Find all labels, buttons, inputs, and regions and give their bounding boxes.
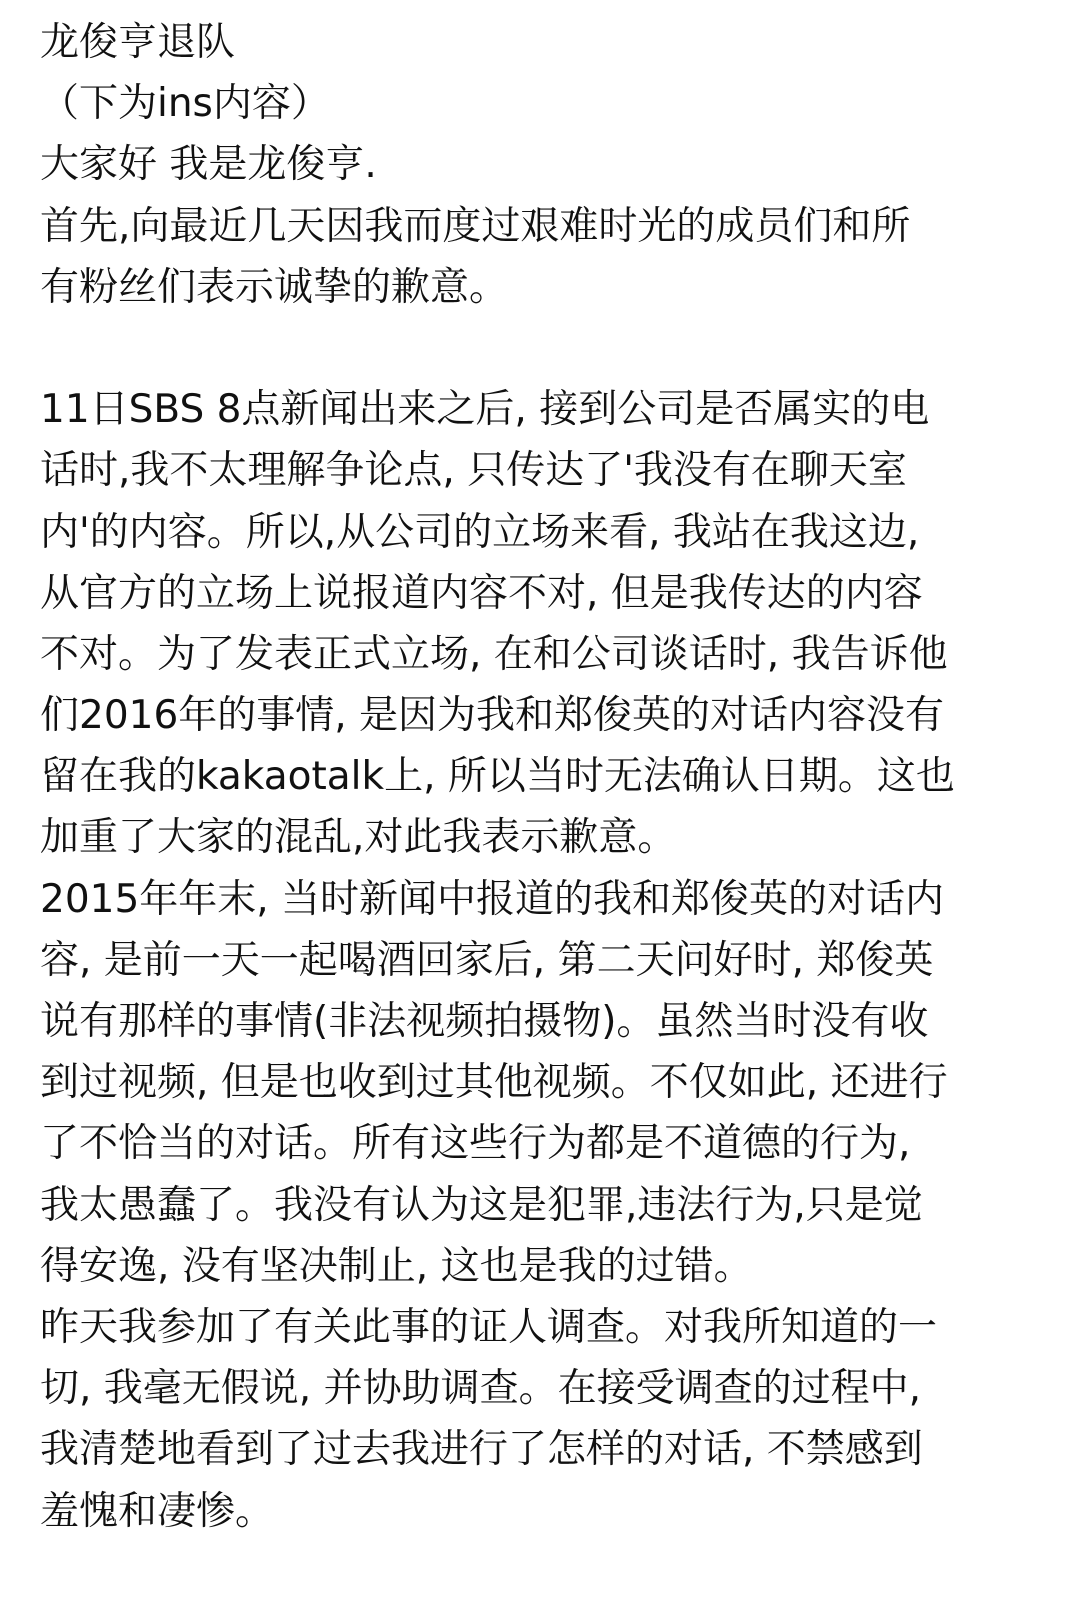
text-line: 到过视频, 但是也收到过其他视频。不仅如此, 还进行 xyxy=(40,1060,948,1106)
text-line: 们2016年的事情, 是因为我和郑俊英的对话内容没有 xyxy=(40,693,945,739)
text-line: 从官方的立场上说报道内容不对, 但是我传达的内容 xyxy=(40,570,923,616)
text-line: 了不恰当的对话。所有这些行为都是不道德的行为, xyxy=(40,1121,911,1167)
text-line: 羞愧和凄惨。 xyxy=(40,1488,275,1534)
text-line: 我清楚地看到了过去我进行了怎样的对话, 不禁感到 xyxy=(40,1427,923,1473)
text-line: 内'的内容。所以,从公司的立场来看, 我站在我这边, xyxy=(40,509,920,555)
text-line: 有粉丝们表示诚挚的歉意。 xyxy=(40,264,509,310)
text-line: 得安逸, 没有坚决制止, 这也是我的过错。 xyxy=(40,1243,753,1289)
text-line: 昨天我参加了有关此事的证人调查。对我所知道的一 xyxy=(40,1304,938,1350)
title-line: 龙俊亨退队 xyxy=(40,20,236,65)
paragraph-gap xyxy=(40,318,1050,379)
text-line: 2015年年末, 当时新闻中报道的我和郑俊英的对话内 xyxy=(40,876,945,922)
greeting-line: 大家好 我是龙俊亨. xyxy=(40,142,377,188)
text-line: 首先,向最近几天因我而度过艰难时光的成员们和所 xyxy=(40,203,911,249)
text-line: 容, 是前一天一起喝酒回家后, 第二天问好时, 郑俊英 xyxy=(40,937,934,983)
text-line: 留在我的kakaotalk上, 所以当时无法确认日期。这也 xyxy=(40,754,955,800)
text-line: 说有那样的事情(非法视频拍摄物)。虽然当时没有收 xyxy=(40,999,929,1044)
text-line: 加重了大家的混乱,对此我表示歉意。 xyxy=(40,815,677,861)
text-line: 我太愚蠢了。我没有认为这是犯罪,违法行为,只是觉 xyxy=(40,1182,923,1228)
text-line: 11日SBS 8点新闻出来之后, 接到公司是否属实的电 xyxy=(40,387,930,433)
text-line: 不对。为了发表正式立场, 在和公司谈话时, 我告诉他 xyxy=(40,631,948,677)
document-body xyxy=(40,12,1050,1542)
text-line: 切, 我毫无假说, 并协助调查。在接受调查的过程中, xyxy=(40,1366,921,1412)
subtitle-line: （下为ins内容） xyxy=(40,81,330,127)
text-line: 话时,我不太理解争论点, 只传达了'我没有在聊天室 xyxy=(40,448,907,494)
